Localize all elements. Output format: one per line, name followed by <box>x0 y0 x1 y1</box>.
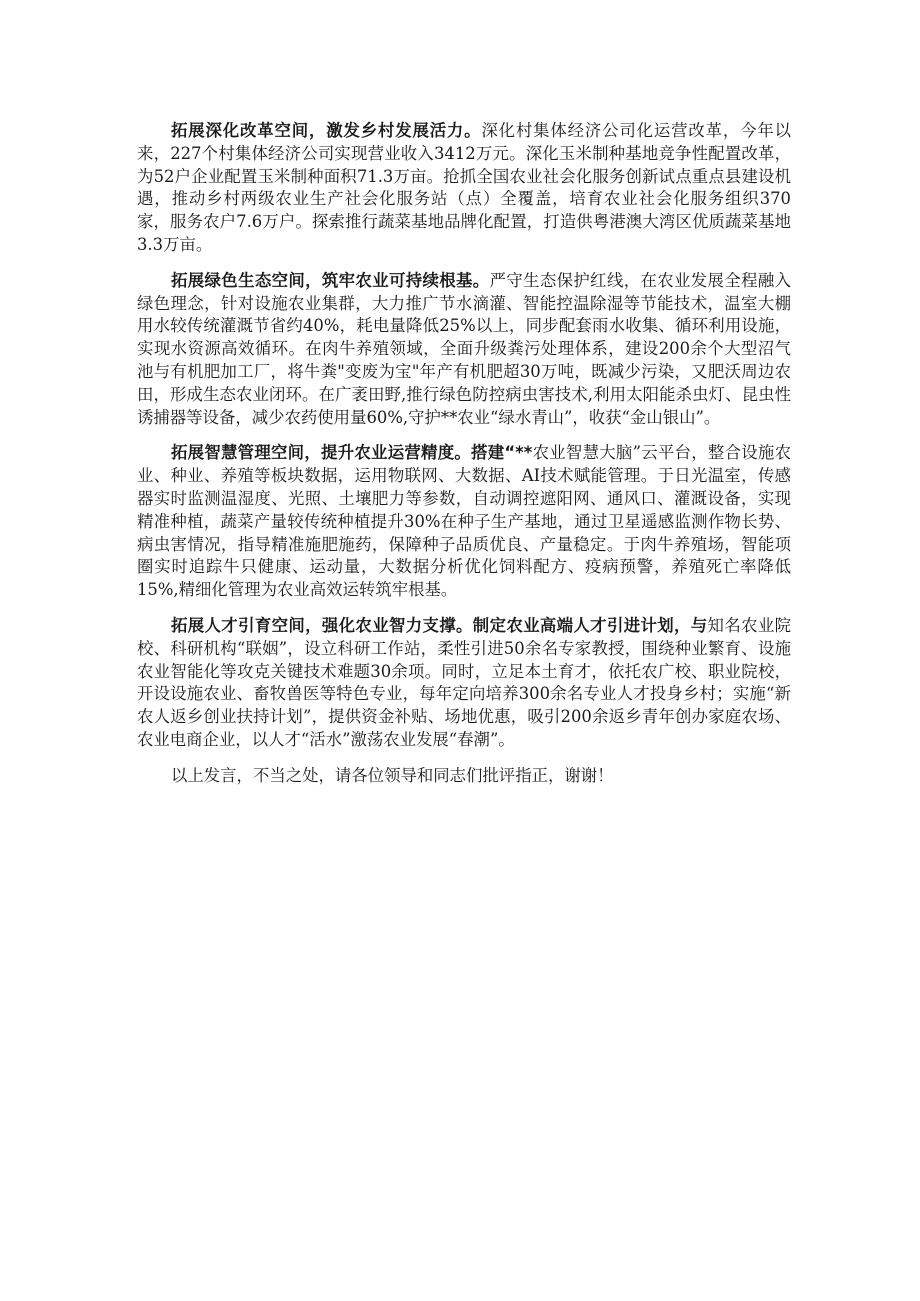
paragraph-text: 严守生态保护红线，在农业发展全程融入绿色理念，针对设施农业集群，大力推广节水滴灌、智能控温除湿等节能技术，温室大棚用水较传统灌溉节省约40%，耗电量降低25%以上，同步配套雨水收集、循环利用设施，实现水资源高效循环。在肉牛养殖领域，全面升级粪污处理体系，建设200余个大型沼气池与有机肥加工厂，将牛粪"变废为宝"年产有机肥超30万吨，既减少污染，又肥沃周边农田，形成生态农业闭环。在广袤田野,推行绿色防控病虫害技术,利用太阳能杀虫灯、昆虫性诱捕器等设备，减少农药使用量60%,守护**农业“绿水青山”，收获“金山银山”。 <box>137 270 792 427</box>
paragraph-heading: 拓展智慧管理空间，提升农业运营精度。搭建“** <box>171 443 533 463</box>
paragraph-text: 知名农业院校、科研机构“联姻”，设立科研工作站，柔性引进50余名专家教授，围绕种业繁育、设施农业智能化等攻克关键技术难题30余项。同时，立足本土育才，依托农广校、职业院校，开设设施农业、畜牧兽医等特色专业，每年定向培养300余名专业人才投身乡村；实施“新农人返乡创业扶持计划”，提供资金补贴、场地优惠，吸引200余返乡青年创办家庭农场、农业电商企业，以人才“活水”激荡农业发展“春潮”。 <box>137 615 792 749</box>
paragraph-text: 以上发言，不当之处，请各位领导和同志们批评指正，谢谢！ <box>171 765 614 785</box>
paragraph-heading: 拓展人才引育空间，强化农业智力支撑。制定农业高端人才引进计划，与 <box>171 615 708 635</box>
paragraph-heading: 拓展绿色生态空间，筑牢农业可持续根基。 <box>171 270 490 290</box>
document-body <box>137 120 791 801</box>
paragraph-text: 深化村集体经济公司化运营改革，今年以来，227个村集体经济公司实现营业收入3412万元。深化玉米制种基地竞争性配置改革，为52户企业配置玉米制种面积71.3万亩。抢抓全国农业社会化服务创新试点重点县建设机遇，推动乡村两级农业生产社会化服务站（点）全覆盖，培育农业社会化服务组织370家，服务农户7.6万户。探索推行蔬菜基地品牌化配置，打造供粤港澳大湾区优质蔬菜基地3.3万亩。 <box>137 121 792 254</box>
paragraph-heading: 拓展深化改革空间，激发乡村发展活力。 <box>171 121 482 140</box>
paragraph-closing <box>137 765 791 788</box>
paragraph-reform <box>137 120 791 257</box>
paragraph-talent <box>137 615 791 752</box>
paragraph-smart-management <box>137 442 791 602</box>
paragraph-text: 农业智慧大脑”云平台，整合设施农业、种业、养殖等板块数据，运用物联网、大数据、AI技术赋能管理。于日光温室，传感器实时监测温湿度、光照、土壤肥力等参数，自动调控遮阳网、通风口、灌溉设备，实现精准种植，蔬菜产量较传统种植提升30%在种子生产基地，通过卫星遥感监测作物长势、病虫害情况，指导精准施肥施药，保障种子品质优良、产量稳定。于肉牛养殖场，智能项圈实时追踪牛只健康、运动量，大数据分析优化饲料配方、疫病预警，养殖死亡率降低15%,精细化管理为农业高效运转筑牢根基。 <box>137 443 791 600</box>
paragraph-ecology <box>137 270 791 430</box>
